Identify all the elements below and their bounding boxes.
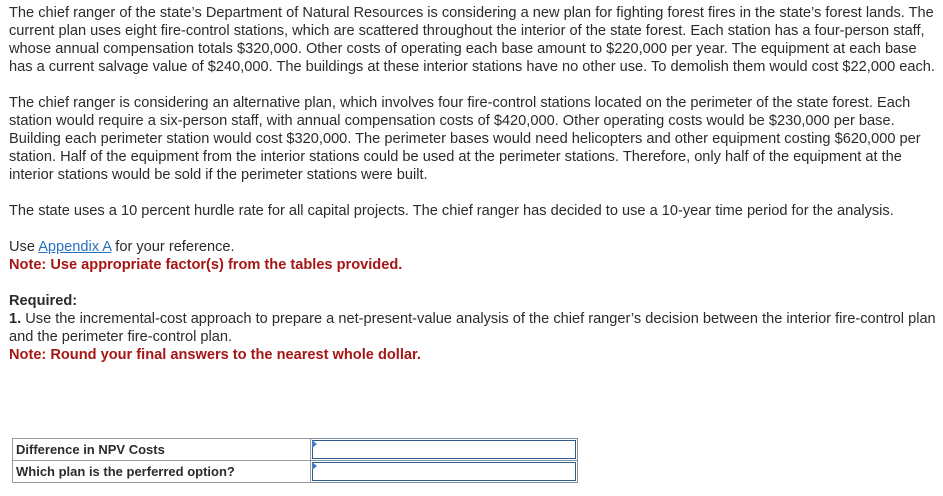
cell-marker-icon — [312, 440, 317, 448]
npv-difference-input[interactable] — [311, 439, 578, 461]
table-row — [13, 461, 578, 483]
npv-difference-label: Difference in NPV Costs — [13, 439, 311, 461]
reference-line — [9, 238, 943, 256]
problem-paragraph-2: The chief ranger is considering an alternative plan, which involves four fire-control stations located on the perimeter of the state forest. Each station would require a six-person staff, with annual compensation costs of $420,000. Other operating costs would be $230,000 per base. Building each perimeter station would cost $320,000. The perimeter bases would need helicopters and other equipment costing $620,000 per station. Half of the equipment from the interior stations could be used at the perimeter stations. Therefore, only half of the equipment at the interior stations would be sold if the perimeter stations were built. — [9, 95, 921, 183]
input-border — [312, 440, 576, 459]
cell-marker-icon — [312, 462, 317, 470]
required-item-1 — [9, 310, 943, 346]
reference-prefix: Use — [9, 239, 39, 255]
appendix-a-link[interactable]: Appendix A — [38, 239, 112, 255]
table-row — [13, 439, 578, 461]
preferred-plan-select[interactable] — [311, 461, 578, 483]
problem-paragraph-3: The state uses a 10 percent hurdle rate for all capital projects. The chief ranger has decided to use a 10-year time period for the analysis. — [9, 203, 894, 219]
input-border — [312, 462, 576, 481]
required-heading: Required: — [9, 293, 78, 309]
reference-suffix: for your reference. — [111, 239, 235, 255]
item-number: 1. — [9, 311, 22, 327]
item-text: Use the incremental-cost approach to prepare a net-present-value analysis of the chief ranger’s decision between the interior fire-control plan and the perimeter fire-control plan. — [9, 311, 936, 345]
problem-content — [9, 4, 943, 364]
answer-table — [12, 438, 578, 483]
problem-paragraph-1: The chief ranger of the state’s Department of Natural Resources is considering a new plan for fighting forest fires in the state’s forest lands. The current plan uses eight fire-control stations, which are scattered throughout the interior of the state forest. Each station has a four-person staff, whose annual compensation totals $320,000. Other costs of operating each base amount to $220,000 per year. The equipment at each base has a current salvage value of $240,000. The buildings at these interior stations have no other use. To demolish them would cost $22,000 each. — [9, 5, 935, 75]
rounding-note: Note: Round your final answers to the nearest whole dollar. — [9, 347, 421, 363]
factor-note: Note: Use appropriate factor(s) from the tables provided. — [9, 257, 403, 273]
preferred-plan-label: Which plan is the perferred option? — [13, 461, 311, 483]
